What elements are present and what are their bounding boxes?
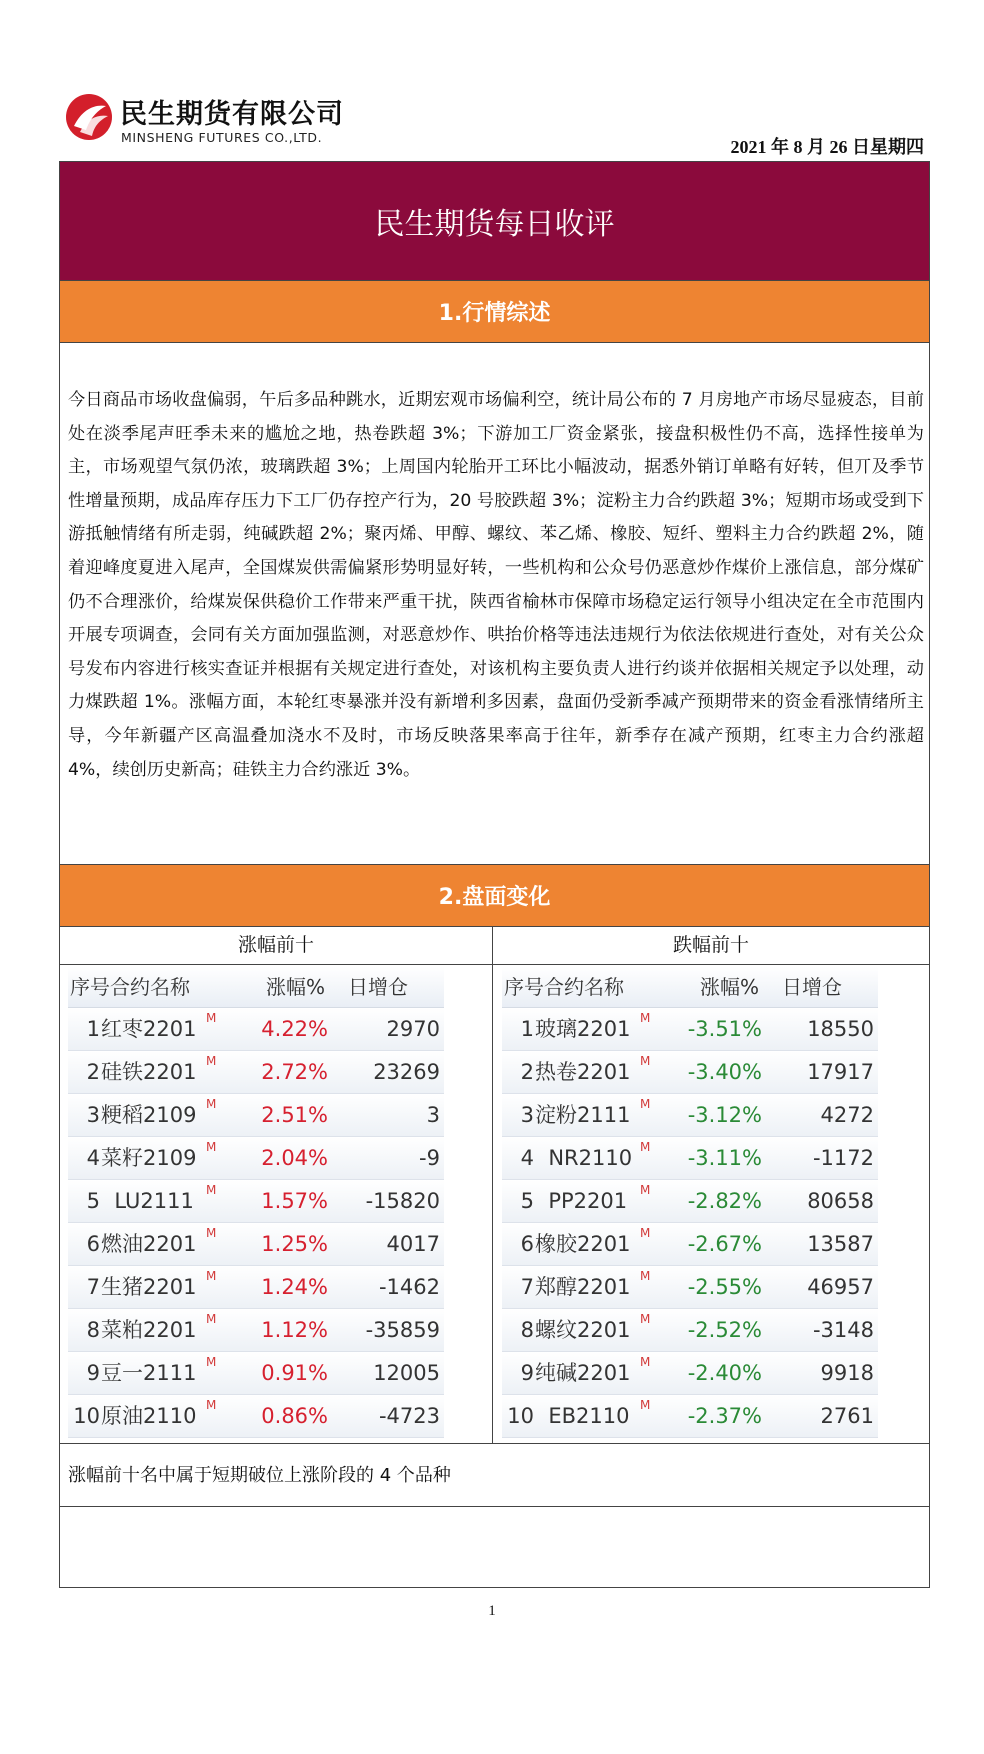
contract-name: 原油2110 xyxy=(101,1404,197,1428)
header-change: 涨幅% xyxy=(266,975,326,999)
table-row xyxy=(68,1266,444,1309)
row-number: 5 xyxy=(86,1189,100,1213)
row-number: 1 xyxy=(520,1017,534,1041)
change-percent: -2.52% xyxy=(687,1318,762,1342)
contract-name: EB2110 xyxy=(535,1404,630,1428)
minsheng-logo-icon xyxy=(64,92,114,142)
header-open-interest: 日增仓 xyxy=(348,975,408,999)
main-contract-mark: M xyxy=(206,1011,217,1025)
main-contract-mark: M xyxy=(640,1355,651,1369)
change-percent: -2.37% xyxy=(687,1404,762,1428)
gainers-table-header xyxy=(68,967,444,1008)
contract-name: 郑醇2201 xyxy=(535,1275,631,1299)
open-interest-change: -15820 xyxy=(365,1189,440,1213)
main-contract-mark: M xyxy=(206,1140,217,1154)
open-interest-change: -1462 xyxy=(378,1275,440,1299)
change-percent: 1.57% xyxy=(261,1189,328,1213)
row-number: 7 xyxy=(520,1275,534,1299)
row-number: 9 xyxy=(86,1361,100,1385)
table-row xyxy=(68,1309,444,1352)
open-interest-change: 13587 xyxy=(807,1232,874,1256)
table-row xyxy=(68,1137,444,1180)
change-percent: -2.55% xyxy=(687,1275,762,1299)
row-number: 6 xyxy=(86,1232,100,1256)
report-frame xyxy=(59,161,930,1588)
change-percent: 1.24% xyxy=(261,1275,328,1299)
header-no-name: 序号合约名称 xyxy=(504,975,624,999)
table-row xyxy=(68,1395,444,1438)
header-no-name: 序号合约名称 xyxy=(70,975,190,999)
table-row xyxy=(502,1051,878,1094)
gainers-rows xyxy=(68,1008,444,1438)
header-open-interest: 日增仓 xyxy=(782,975,842,999)
open-interest-change: 2761 xyxy=(820,1404,874,1428)
contract-name: 生猪2201 xyxy=(101,1275,197,1299)
main-contract-mark: M xyxy=(640,1398,651,1412)
contract-name: 菜粕2201 xyxy=(101,1318,197,1342)
losers-table-header xyxy=(502,967,878,1008)
change-percent: 2.04% xyxy=(261,1146,328,1170)
main-contract-mark: M xyxy=(640,1140,651,1154)
contract-name: 硅铁2201 xyxy=(101,1060,197,1084)
change-percent: 0.86% xyxy=(261,1404,328,1428)
row-number: 4 xyxy=(86,1146,100,1170)
change-percent: -3.11% xyxy=(687,1146,762,1170)
contract-name: 螺纹2201 xyxy=(535,1318,631,1342)
open-interest-change: 4272 xyxy=(820,1103,874,1127)
row-number: 10 xyxy=(507,1404,534,1428)
report-date: 2021 年 8 月 26 日星期四 xyxy=(730,137,924,157)
table-row xyxy=(502,1395,878,1438)
table-row xyxy=(502,1309,878,1352)
table-row xyxy=(68,1094,444,1137)
contract-name: NR2110 xyxy=(535,1146,633,1170)
company-name-en: MINSHENG FUTURES CO.,LTD. xyxy=(121,130,323,145)
row-number: 9 xyxy=(520,1361,534,1385)
change-percent: 2.51% xyxy=(261,1103,328,1127)
change-percent: -2.82% xyxy=(687,1189,762,1213)
row-number: 4 xyxy=(520,1146,534,1170)
company-name-cn: 民生期货有限公司 xyxy=(120,99,344,130)
losers-title: 跌幅前十 xyxy=(672,934,749,956)
gainers-table xyxy=(68,967,444,1438)
row-number: 3 xyxy=(86,1103,100,1127)
column-divider xyxy=(492,927,493,1443)
open-interest-change: 80658 xyxy=(807,1189,874,1213)
contract-name: 纯碱2201 xyxy=(535,1361,631,1385)
report-title: 民生期货每日收评 xyxy=(60,162,929,281)
main-contract-mark: M xyxy=(206,1054,217,1068)
losers-table xyxy=(502,967,878,1438)
open-interest-change: -9 xyxy=(419,1146,440,1170)
contract-name: 菜籽2109 xyxy=(101,1146,197,1170)
open-interest-change: 9918 xyxy=(820,1361,874,1385)
page-number: 1 xyxy=(488,1603,496,1619)
open-interest-change: 12005 xyxy=(373,1361,440,1385)
main-contract-mark: M xyxy=(206,1355,217,1369)
row-number: 2 xyxy=(520,1060,534,1084)
main-contract-mark: M xyxy=(206,1226,217,1240)
change-percent: -3.12% xyxy=(687,1103,762,1127)
table-row xyxy=(68,1051,444,1094)
table-row xyxy=(502,1137,878,1180)
main-contract-mark: M xyxy=(640,1054,651,1068)
open-interest-change: -35859 xyxy=(365,1318,440,1342)
change-percent: -3.40% xyxy=(687,1060,762,1084)
row-number: 8 xyxy=(520,1318,534,1342)
contract-name: 粳稻2109 xyxy=(101,1103,197,1127)
open-interest-change: 46957 xyxy=(807,1275,874,1299)
main-contract-mark: M xyxy=(640,1312,651,1326)
section-title-market-changes: 2.盘面变化 xyxy=(60,864,929,927)
open-interest-change: -3148 xyxy=(812,1318,874,1342)
open-interest-change: -1172 xyxy=(812,1146,874,1170)
header-change: 涨幅% xyxy=(700,975,760,999)
main-contract-mark: M xyxy=(206,1269,217,1283)
main-contract-mark: M xyxy=(206,1398,217,1412)
change-percent: 4.22% xyxy=(261,1017,328,1041)
contract-name: LU2111 xyxy=(101,1189,194,1213)
change-percent: 2.72% xyxy=(261,1060,328,1084)
open-interest-change: 2970 xyxy=(386,1017,440,1041)
open-interest-change: 18550 xyxy=(807,1017,874,1041)
market-overview-text: 今日商品市场收盘偏弱，午后多品种跳水，近期宏观市场偏利空，统计局公布的 7 月房地产市场尽显疲态，目前处在淡季尾声旺季未来的尴尬之地，热卷跌超 3%；下游加工厂资金紧张，接盘积极性仍不高，选择性接单为主，市场观望气氛仍浓，玻璃跌超 3%；上周国内轮胎开工环比小幅波动，据悉外销订单略有好转，但丌及季节性增量预期，成品库存压力下工厂仍存控产行为，20 号胶跌超 3%；淀粉主力合约跌超 3%；短期市场或受到下游抵触情绪有所走弱，纯碱跌超 2%；聚丙烯、甲醇、螺纹、苯乙烯、橡胶、短纤、塑料主力合约跌超 2%，随着迎峰度夏进入尾声，全国煤炭供需偏紧形势明显好转，一些机构和公众号仍恶意炒作煤价上涨信息，部分煤矿仍不合理涨价，给煤炭保供稳价工作带来严重干扰，陕西省榆林市保障市场稳定运行领导小组决定在全市范围内开展专项调查，会同有关方面加强监测，对恶意炒作、哄抬价格等违法违规行为依法依规进行查处，对有关公众号发布内容进行核实查证并根据有关规定进行查处，对该机构主要负责人进行约谈并依据相关规定予以处理，动力煤跌超 1%。涨幅方面，本轮红枣暴涨并没有新增利多因素，盘面仍受新季减产预期带来的资金看涨情绪所主导，今年新疆产区高温叠加浇水不及时，市场反映落果率高于往年，新季存在减产预期，红枣主力合约涨超 4%，续创历史新高；硅铁主力合约涨近 3%。 xyxy=(68,390,925,780)
main-contract-mark: M xyxy=(640,1269,651,1283)
change-percent: 0.91% xyxy=(261,1361,328,1385)
row-number: 1 xyxy=(86,1017,100,1041)
row-number: 8 xyxy=(86,1318,100,1342)
company-logo xyxy=(64,88,364,152)
contract-name: 红枣2201 xyxy=(101,1017,197,1041)
contract-name: 热卷2201 xyxy=(535,1060,631,1084)
row-number: 5 xyxy=(520,1189,534,1213)
main-contract-mark: M xyxy=(640,1183,651,1197)
change-percent: 1.25% xyxy=(261,1232,328,1256)
change-percent: -3.51% xyxy=(687,1017,762,1041)
note-row xyxy=(60,1443,929,1507)
section-title-overview: 1.行情综述 xyxy=(60,280,929,343)
table-row xyxy=(502,1352,878,1395)
table-row xyxy=(68,1008,444,1051)
table-row xyxy=(502,1008,878,1051)
contract-name: 淀粉2111 xyxy=(535,1103,631,1127)
row-number: 6 xyxy=(520,1232,534,1256)
open-interest-change: 23269 xyxy=(373,1060,440,1084)
open-interest-change: 17917 xyxy=(807,1060,874,1084)
change-percent: -2.40% xyxy=(687,1361,762,1385)
contract-name: 燃油2201 xyxy=(101,1232,197,1256)
contract-name: 豆一2111 xyxy=(101,1361,197,1385)
table-row xyxy=(502,1223,878,1266)
open-interest-change: -4723 xyxy=(378,1404,440,1428)
main-contract-mark: M xyxy=(206,1312,217,1326)
main-contract-mark: M xyxy=(206,1097,217,1111)
table-row xyxy=(502,1266,878,1309)
main-contract-mark: M xyxy=(640,1097,651,1111)
main-contract-mark: M xyxy=(206,1183,217,1197)
main-contract-mark: M xyxy=(640,1011,651,1025)
change-percent: -2.67% xyxy=(687,1232,762,1256)
gainers-title: 涨幅前十 xyxy=(237,934,314,956)
open-interest-change: 3 xyxy=(426,1103,440,1127)
contract-name: 玻璃2201 xyxy=(535,1017,631,1041)
table-row xyxy=(502,1180,878,1223)
row-number: 10 xyxy=(73,1404,100,1428)
main-contract-mark: M xyxy=(640,1226,651,1240)
change-percent: 1.12% xyxy=(261,1318,328,1342)
table-row xyxy=(68,1352,444,1395)
contract-name: 橡胶2201 xyxy=(535,1232,631,1256)
table-row xyxy=(68,1180,444,1223)
table-row xyxy=(68,1223,444,1266)
note-text: 涨幅前十名中属于短期破位上涨阶段的 4 个品种 xyxy=(68,1465,451,1486)
tables-header-row xyxy=(60,927,929,965)
losers-rows xyxy=(502,1008,878,1438)
row-number: 3 xyxy=(520,1103,534,1127)
row-number: 2 xyxy=(86,1060,100,1084)
table-row xyxy=(502,1094,878,1137)
row-number: 7 xyxy=(86,1275,100,1299)
contract-name: PP2201 xyxy=(535,1189,628,1213)
open-interest-change: 4017 xyxy=(386,1232,440,1256)
